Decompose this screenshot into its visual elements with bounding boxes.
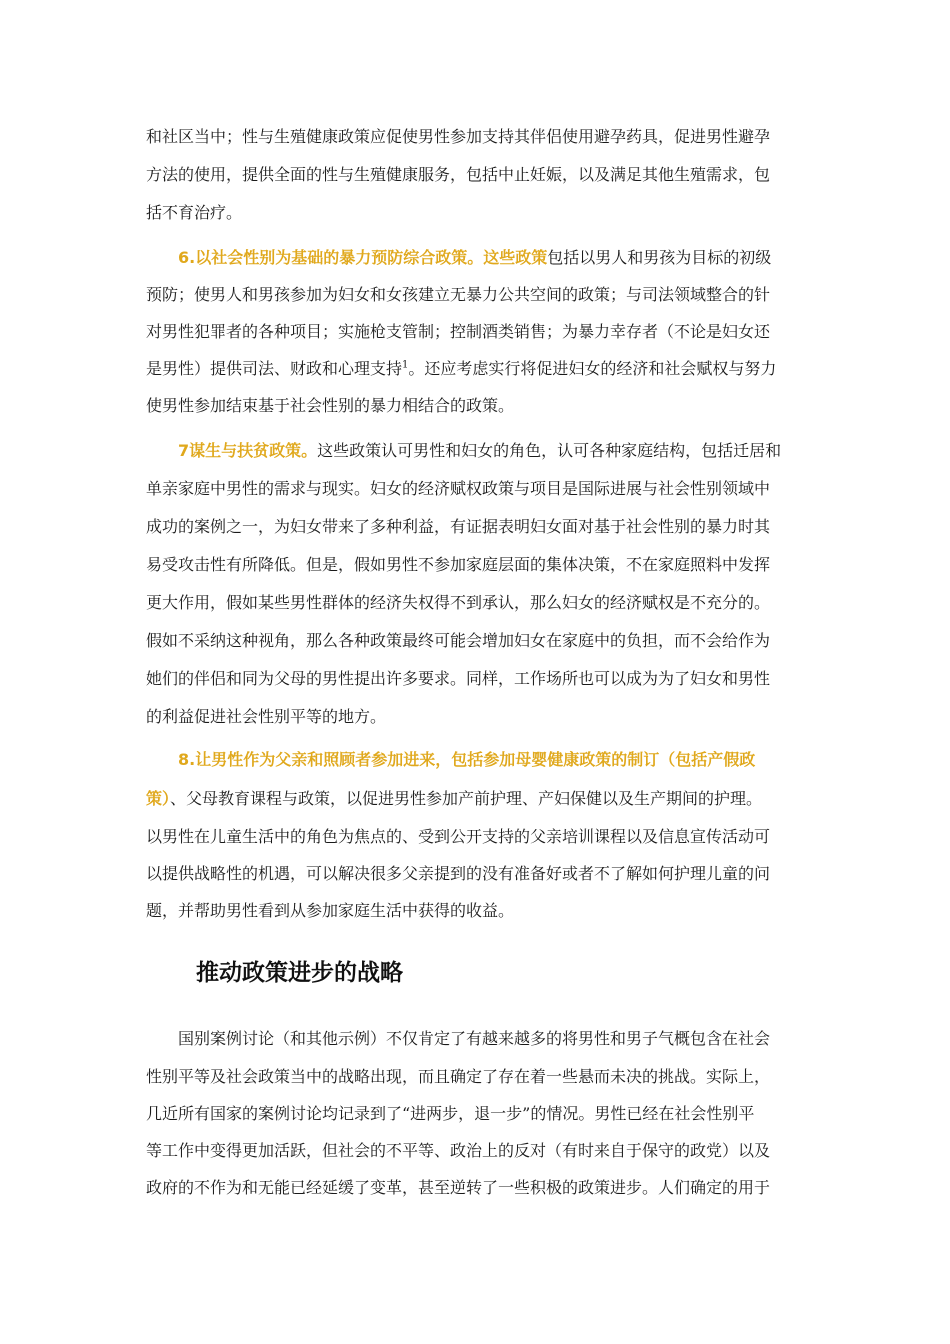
paragraph-line: 方法的使用，提供全面的性与生殖健康服务，包括中止妊娠，以及满足其他生殖需求，包 (146, 165, 771, 184)
policy-6-first-line (178, 248, 806, 268)
paragraph-line: 她们的伴侣和同为父母的男性提出许多要求。同样，工作场所也可以成为为了妇女和男性 (146, 669, 771, 688)
paragraph-line: 使男性参加结束基于社会性别的暴力相结合的政策。 (146, 396, 515, 415)
paragraph-text: 、父母教育课程与政策，以促进男性参加产前护理、产妇保健以及生产期间的护理。 (170, 789, 763, 808)
paragraph-line: 题，并帮助男性看到从参加家庭生活中获得的收益。 (146, 901, 515, 920)
paragraph-line: 等工作中变得更加活跃，但社会的不平等、政治上的反对（有时来自于保守的政党）以及 (146, 1141, 771, 1160)
policy-8-heading: 8.让男性作为父亲和照顾者参加进来，包括参加母婴健康政策的制订（包括产假政 (178, 750, 756, 769)
policy-6-heading: 6.以社会性别为基础的暴力预防综合政策。这些政策 (178, 248, 548, 267)
paragraph-line: 单亲家庭中男性的需求与现实。妇女的经济赋权政策与项目是国际进展与社会性别领域中 (146, 479, 771, 498)
paragraph-text: 。还应考虑实行将促进妇女的经济和社会赋权与努力 (408, 359, 777, 378)
paragraph-line: 成功的案例之一，为妇女带来了多种利益，有证据表明妇女面对基于社会性别的暴力时其 (146, 517, 771, 536)
paragraph-line: 国别案例讨论（和其他示例）不仅肯定了有越来越多的将男性和男子气概包含在社会 (178, 1029, 771, 1048)
paragraph-line: 政府的不作为和无能已经延缓了变革，甚至逆转了一些积极的政策进步。人们确定的用于 (146, 1178, 771, 1197)
paragraph-line: 以提供战略性的机遇，可以解决很多父亲提到的没有准备好或者不了解如何护理儿童的问 (146, 864, 771, 883)
policy-8-heading-line (178, 750, 806, 770)
paragraph-line: 和社区当中；性与生殖健康政策应促使男性参加支持其伴侣使用避孕药具，促进男性避孕 (146, 127, 771, 146)
section-title: 推动政策进步的战略 (196, 960, 403, 986)
paragraph-text: 包括以男人和男孩为目标的初级 (547, 248, 772, 267)
paragraph-line: 对男性犯罪者的各种项目；实施枪支管制；控制酒类销售；为暴力幸存者（不论是妇女还 (146, 322, 771, 341)
paragraph-line: 假如不采纳这种视角，那么各种政策最终可能会增加妇女在家庭中的负担，而不会给作为 (146, 631, 771, 650)
paragraph-line: 预防；使男人和男孩参加为妇女和女孩建立无暴力公共空间的政策；与司法领域整合的针 (146, 285, 771, 304)
paragraph-line (146, 789, 806, 809)
policy-8-heading-cont: 策） (146, 789, 171, 808)
paragraph-line (146, 359, 806, 379)
policy-7-first-line (178, 441, 806, 461)
paragraph-line: 的利益促进社会性别平等的地方。 (146, 707, 387, 726)
policy-7-heading: 7谋生与扶贫政策。 (178, 441, 318, 460)
paragraph-line: 更大作用，假如某些男性群体的经济失权得不到承认，那么妇女的经济赋权是不充分的。 (146, 593, 771, 612)
paragraph-line: 性别平等及社会政策当中的战略出现，而且确定了存在着一些悬而未决的挑战。实际上， (146, 1067, 771, 1086)
paragraph-text: 这些政策认可男性和妇女的角色，认可各种家庭结构，包括迁居和 (317, 441, 782, 460)
paragraph-line: 以男性在儿童生活中的角色为焦点的、受到公开支持的父亲培训课程以及信息宣传活动可 (146, 827, 771, 846)
paragraph-line: 几近所有国家的案例讨论均记录到了“进两步，退一步”的情况。男性已经在社会性别平 (146, 1104, 755, 1123)
paragraph-line: 易受攻击性有所降低。但是，假如男性不参加家庭层面的集体决策，不在家庭照料中发挥 (146, 555, 771, 574)
paragraph-line: 括不育治疗。 (146, 203, 243, 222)
paragraph-text: 是男性）提供司法、财政和心理支持 (146, 359, 403, 378)
footnote-marker[interactable]: 1 (402, 359, 409, 371)
